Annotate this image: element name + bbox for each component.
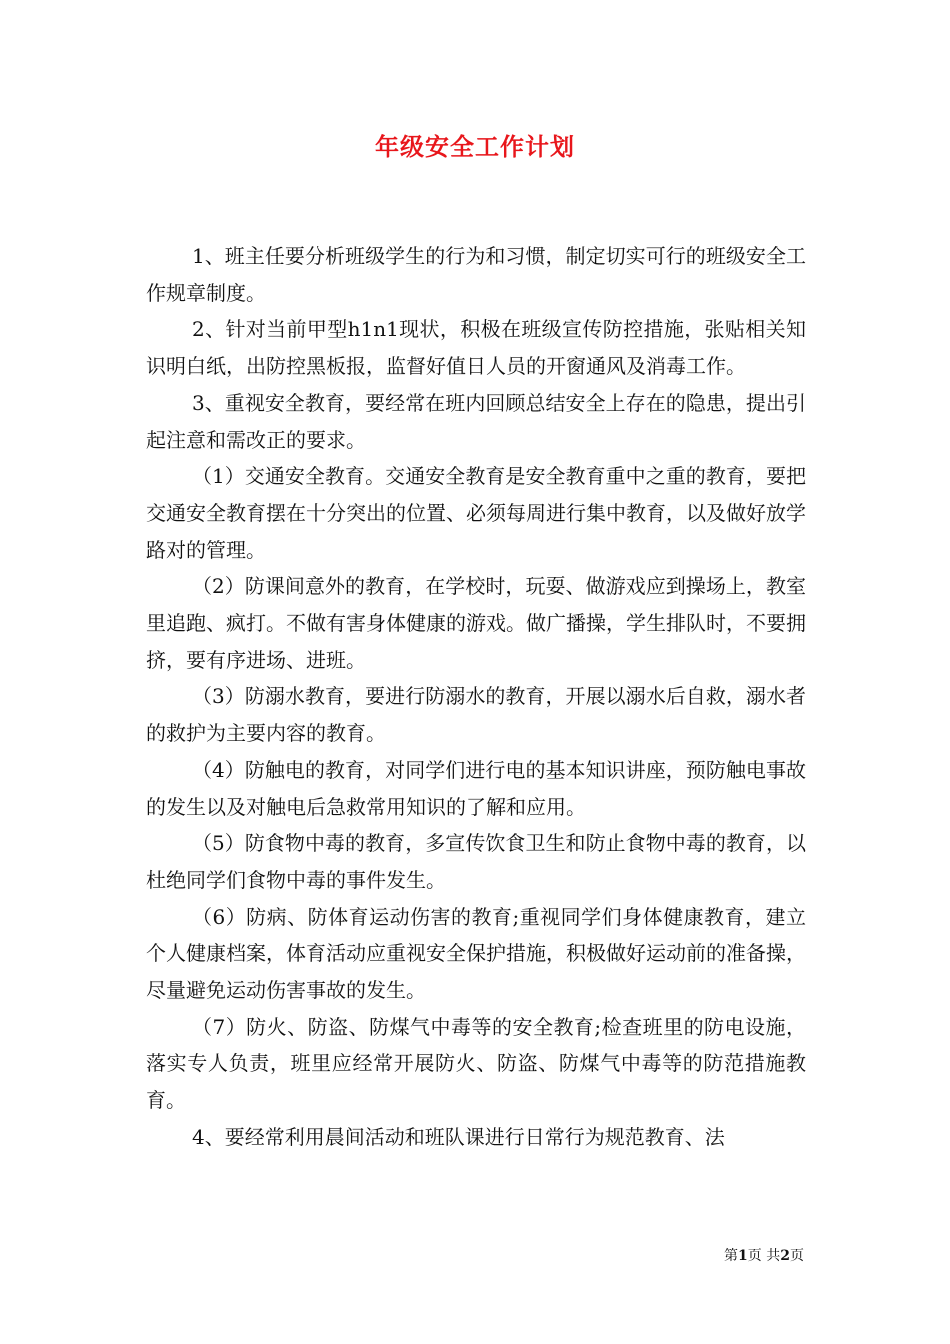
page-footer (724, 1246, 804, 1266)
paragraph-3-1: （1）交通安全教育。交通安全教育是安全教育重中之重的教育，要把交通安全教育摆在十分突出的位置、必须每周进行集中教育，以及做好放学路对的管理。 (146, 464, 806, 562)
paragraph-4: 4、要经常利用晨间活动和班队课进行日常行为规范教育、法 (192, 1124, 725, 1149)
paragraph-3-2: （2）防课间意外的教育，在学校时，玩耍、做游戏应到操场上，教室里追跑、疯打。不做有害身体健康的游戏。做广播操，学生排队时，不要拥挤，要有序进场、进班。 (146, 574, 806, 672)
footer-current-page: 1 (738, 1248, 748, 1264)
document-body (146, 238, 806, 1156)
document-title: 年级安全工作计划 (375, 132, 575, 161)
paragraph-3-5: （5）防食物中毒的教育，多宣传饮食卫生和防止食物中毒的教育，以杜绝同学们食物中毒的事件发生。 (146, 831, 806, 892)
paragraph-3-3: （3）防溺水教育，要进行防溺水的教育，开展以溺水后自救，溺水者的救护为主要内容的教育。 (146, 684, 806, 746)
paragraph-1: 1、班主任要分析班级学生的行为和习惯，制定切实可行的班级安全工作规章制度。 (146, 244, 806, 305)
paragraph-3: 3、重视安全教育，要经常在班内回顾总结安全上存在的隐患，提出引起注意和需改正的要求。 (146, 390, 806, 452)
footer-prefix: 第 (724, 1248, 739, 1264)
footer-total-pages: 2 (780, 1248, 790, 1264)
paragraph-3-6: （6）防病、防体育运动伤害的教育;重视同学们身体健康教育，建立个人健康档案，体育活动应重视安全保护措施，积极做好运动前的准备操，尽量避免运动伤害事故的发生。 (146, 904, 806, 1003)
footer-middle: 页 共 (747, 1248, 781, 1264)
paragraph-3-7: （7）防火、防盗、防煤气中毒等的安全教育;检查班里的防电设施，落实专人负责，班里应经常开展防火、防盗、防煤气中毒等的防范措施教育。 (146, 1014, 806, 1113)
paragraph-2: 2、针对当前甲型h1n1现状，积极在班级宣传防控措施，张贴相关知识明白纸，出防控黑板报，监督好值日人员的开窗通风及消毒工作。 (146, 317, 806, 379)
paragraph-3-4: （4）防触电的教育，对同学们进行电的基本知识讲座，预防触电事故的发生以及对触电后急救常用知识的了解和应用。 (146, 757, 806, 819)
footer-suffix: 页 (790, 1248, 804, 1264)
